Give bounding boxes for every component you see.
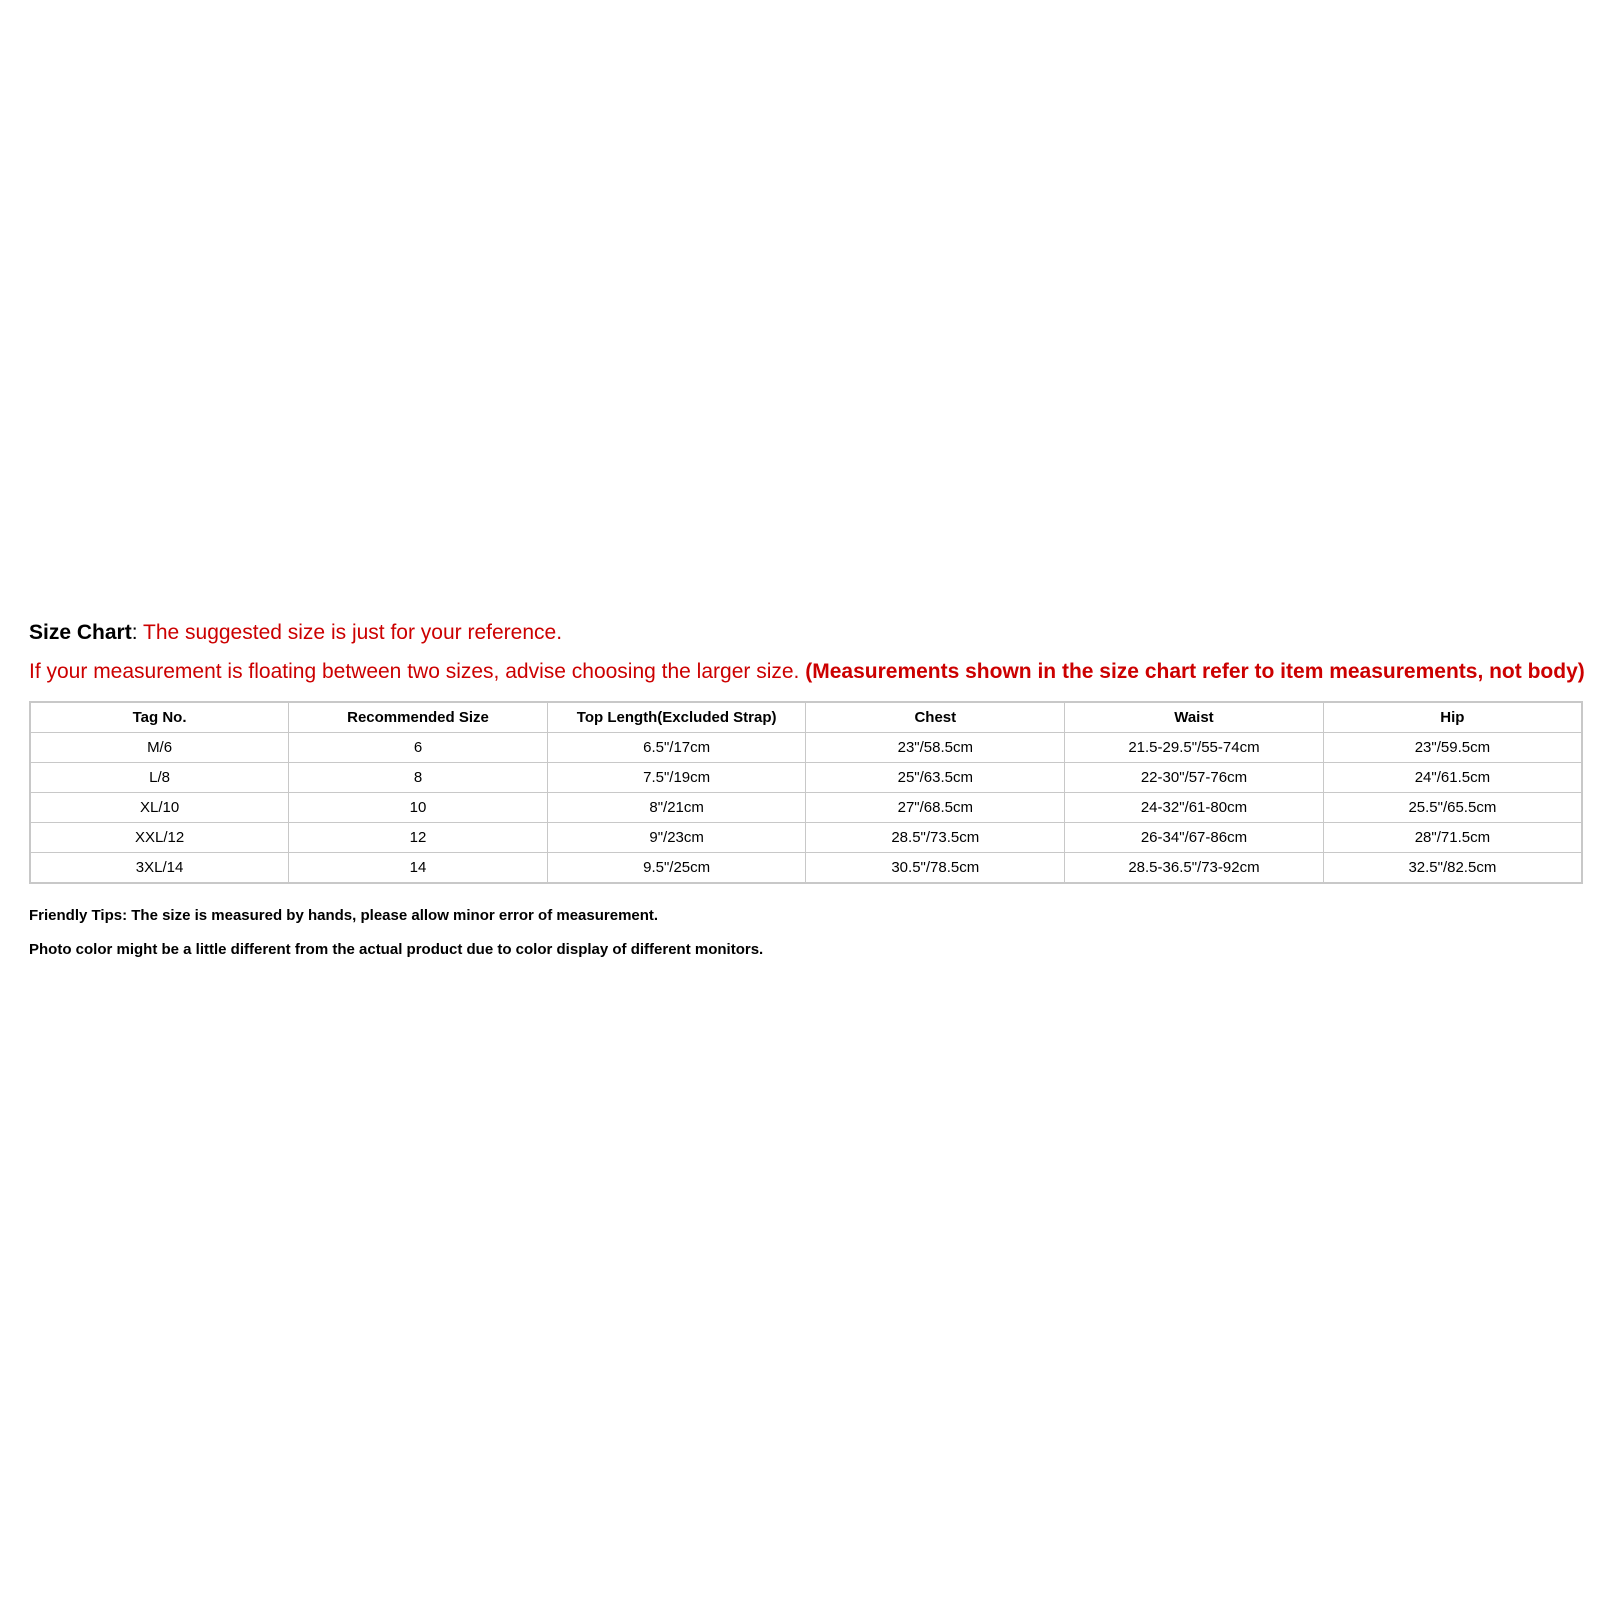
- size-chart-colon: :: [131, 621, 138, 644]
- cell-waist: 22-30"/57-76cm: [1065, 763, 1324, 793]
- header-tag-no: Tag No.: [30, 702, 289, 733]
- cell-top-length: 9"/23cm: [547, 823, 806, 853]
- cell-chest: 27"/68.5cm: [806, 793, 1065, 823]
- cell-recommended-size: 6: [289, 733, 548, 763]
- cell-recommended-size: 14: [289, 853, 548, 884]
- cell-hip: 32.5"/82.5cm: [1323, 853, 1582, 884]
- cell-waist: 21.5-29.5"/55-74cm: [1065, 733, 1324, 763]
- cell-chest: 28.5"/73.5cm: [806, 823, 1065, 853]
- table-row: [30, 823, 1582, 853]
- cell-waist: 24-32"/61-80cm: [1065, 793, 1324, 823]
- size-table: [29, 701, 1583, 884]
- size-chart-heading: [29, 620, 1585, 646]
- cell-top-length: 6.5"/17cm: [547, 733, 806, 763]
- cell-tag-no: 3XL/14: [30, 853, 289, 884]
- cell-recommended-size: 12: [289, 823, 548, 853]
- cell-recommended-size: 10: [289, 793, 548, 823]
- cell-chest: 25"/63.5cm: [806, 763, 1065, 793]
- photo-color-note: Photo color might be a little different from the actual product due to color display of different monitors.: [29, 941, 764, 958]
- cell-tag-no: M/6: [30, 733, 289, 763]
- table-row: [30, 733, 1582, 763]
- table-row: [30, 793, 1582, 823]
- friendly-tips: Friendly Tips: The size is measured by hands, please allow minor error of measurement.: [29, 907, 659, 924]
- header-top-length: Top Length(Excluded Strap): [547, 702, 806, 733]
- cell-hip: 24"/61.5cm: [1323, 763, 1582, 793]
- header-hip: Hip: [1323, 702, 1582, 733]
- cell-waist: 26-34"/67-86cm: [1065, 823, 1324, 853]
- cell-top-length: 9.5"/25cm: [547, 853, 806, 884]
- table-row: [30, 853, 1582, 884]
- size-chart-sheet: [29, 620, 1585, 959]
- cell-hip: 25.5"/65.5cm: [1323, 793, 1582, 823]
- measurement-note: (Measurements shown in the size chart refer to item measurements, not body): [805, 660, 1585, 683]
- reference-note: The suggested size is just for your reference.: [137, 621, 563, 644]
- header-waist: Waist: [1065, 702, 1324, 733]
- cell-top-length: 7.5"/19cm: [547, 763, 806, 793]
- cell-tag-no: XXL/12: [30, 823, 289, 853]
- cell-chest: 23"/58.5cm: [806, 733, 1065, 763]
- table-row: [30, 763, 1582, 793]
- advice-text: If your measurement is floating between two sizes, advise choosing the larger size.: [29, 660, 806, 683]
- cell-recommended-size: 8: [289, 763, 548, 793]
- cell-tag-no: XL/10: [30, 793, 289, 823]
- cell-tag-no: L/8: [30, 763, 289, 793]
- cell-top-length: 8"/21cm: [547, 793, 806, 823]
- advice-line: [29, 659, 1585, 685]
- cell-hip: 28"/71.5cm: [1323, 823, 1582, 853]
- table-header-row: [30, 702, 1582, 733]
- size-chart-title: Size Chart: [29, 621, 132, 644]
- header-recommended-size: Recommended Size: [289, 702, 548, 733]
- cell-hip: 23"/59.5cm: [1323, 733, 1582, 763]
- header-chest: Chest: [806, 702, 1065, 733]
- cell-waist: 28.5-36.5"/73-92cm: [1065, 853, 1324, 884]
- cell-chest: 30.5"/78.5cm: [806, 853, 1065, 884]
